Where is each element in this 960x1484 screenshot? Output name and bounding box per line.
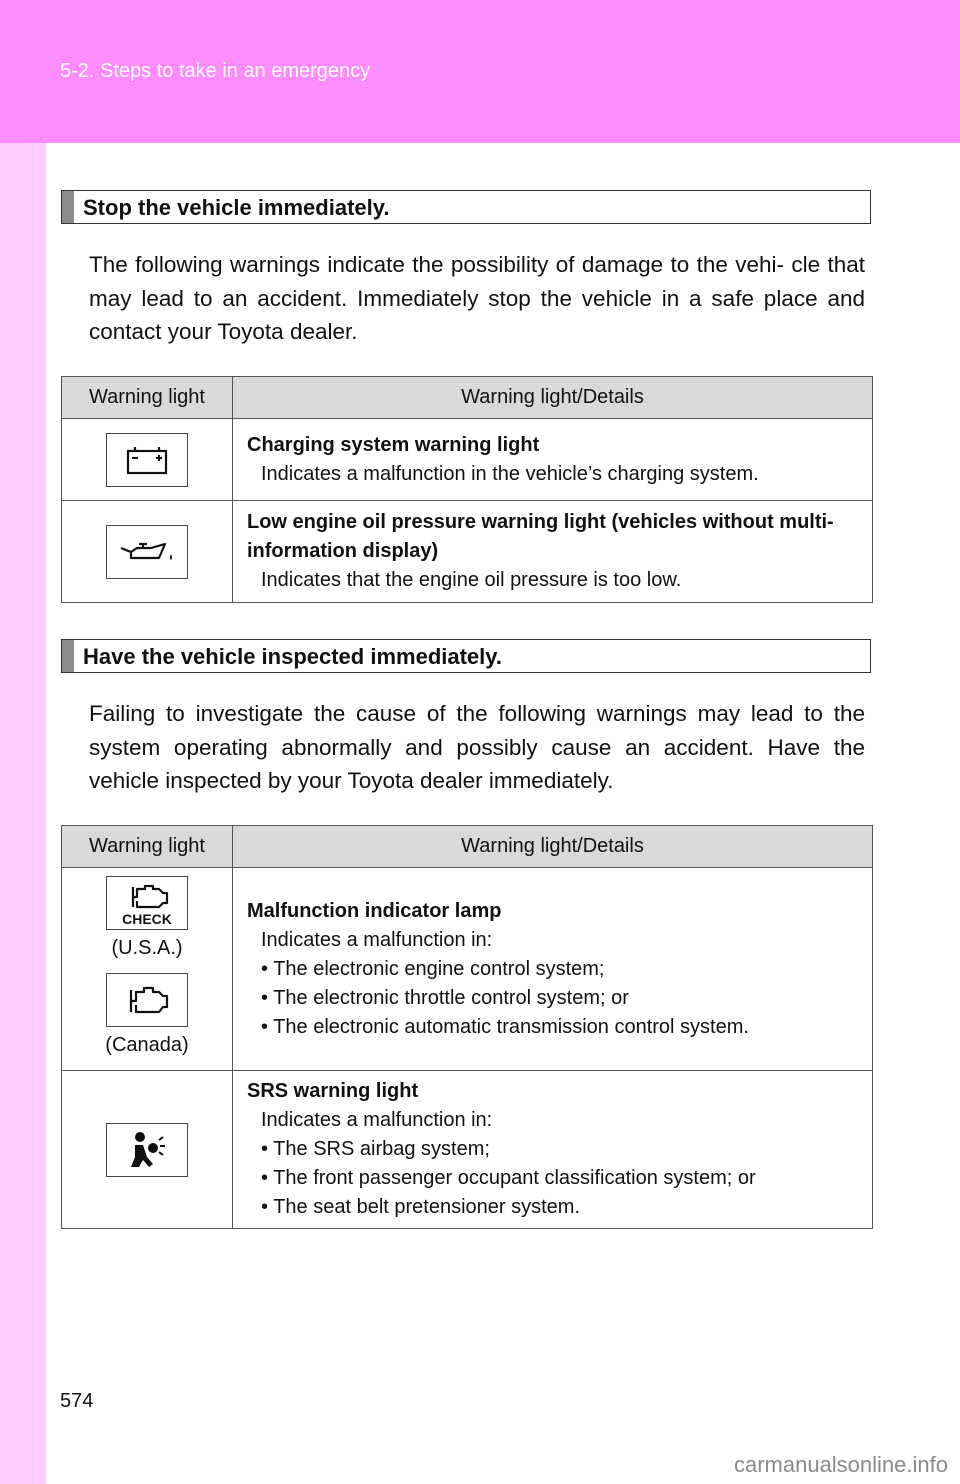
battery-icon (106, 433, 188, 487)
warning-title: SRS warning light (247, 1080, 419, 1102)
table-row (62, 1071, 873, 1229)
section-heading-inspect (61, 639, 871, 673)
section-breadcrumb: 5-2. Steps to take in an emergency (60, 60, 371, 82)
table-row (62, 419, 873, 501)
page-header (0, 0, 960, 143)
column-header-details: Warning light/Details (233, 377, 873, 419)
section-heading-stop (61, 190, 871, 224)
section-title: Have the vehicle inspected immediately. (83, 644, 502, 669)
table-row (62, 868, 873, 1071)
column-header-light: Warning light (62, 826, 233, 868)
table-row (62, 501, 873, 603)
warning-description: Indicates a malfunction in the vehicle’s charging system. (261, 462, 759, 485)
page-number: 574 (60, 1390, 94, 1412)
warning-intro: Indicates a malfunction in: (261, 928, 493, 951)
list-item: • The front passenger occupant classification system; or (261, 1167, 756, 1189)
engine-icon (106, 973, 188, 1027)
watermark: carmanualsonline.info (733, 1452, 948, 1477)
region-label-canada: (Canada) (105, 1034, 189, 1056)
list-item: • The SRS airbag system; (261, 1138, 490, 1160)
svg-text:CHECK: CHECK (122, 911, 172, 927)
warning-table-stop (61, 376, 873, 603)
warning-description: Indicates that the engine oil pressure is too low. (261, 569, 682, 591)
side-margin-band (0, 143, 46, 1484)
warning-table-inspect (61, 825, 873, 1229)
list-item: • The electronic throttle control system; or (261, 986, 629, 1009)
region-label-usa: (U.S.A.) (111, 937, 183, 959)
warning-title: Malfunction indicator lamp (247, 899, 502, 922)
warning-intro: Indicates a malfunction in: (261, 1109, 493, 1131)
list-item: • The electronic engine control system; (261, 957, 605, 980)
column-header-light: Warning light (62, 377, 233, 419)
warning-title: Low engine oil pressure warning light (vehicles without multi-information display) (247, 511, 834, 562)
list-item: • The seat belt pretensioner system. (261, 1196, 581, 1218)
section-paragraph: The following warnings indicate the possibility of damage to the vehi- cle that may lead to an accident. Immediately stop the vehicle in a safe place and contact your Toyota dealer. (89, 252, 865, 344)
section-paragraph: Failing to investigate the cause of the following warnings may lead to the system operating abnormally and possibly cause an accident. Have the vehicle inspected by your Toyota dealer immediately. (89, 701, 865, 793)
oil-can-icon (106, 525, 188, 579)
list-item: • The electronic automatic transmission control system. (261, 1015, 749, 1038)
column-header-details: Warning light/Details (233, 826, 873, 868)
check-engine-icon (106, 876, 188, 930)
srs-airbag-icon (106, 1123, 188, 1177)
section-title: Stop the vehicle immediately. (83, 195, 390, 220)
warning-title: Charging system warning light (247, 433, 540, 456)
